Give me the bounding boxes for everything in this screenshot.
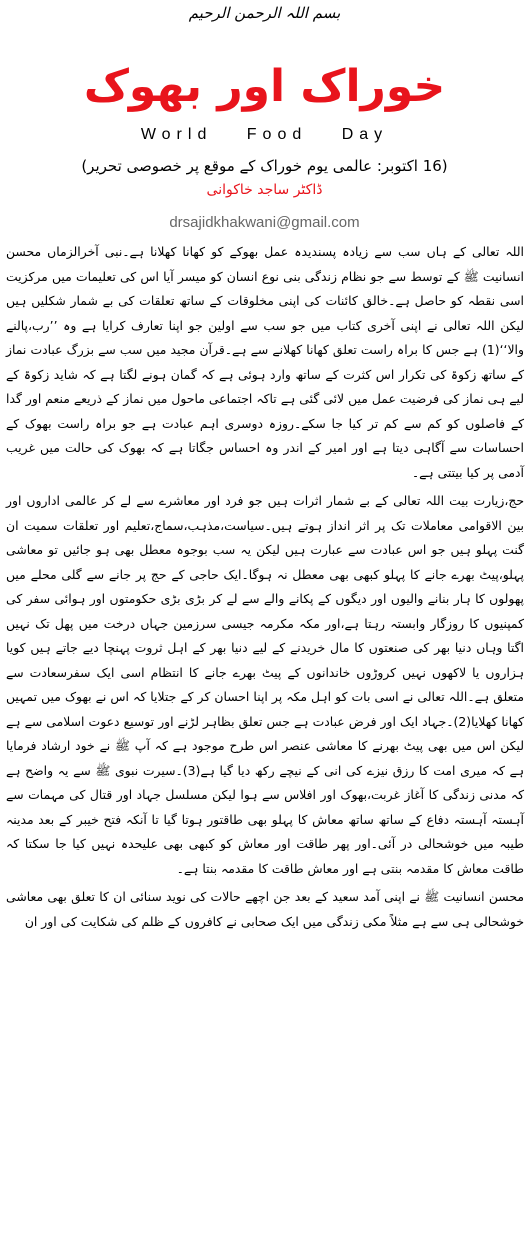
article-subtitle: (16 اکتوبر: عالمی یوم خوراک کے موقع پر خصوصی تحریر): [81, 157, 448, 175]
article-body: [6, 240, 524, 937]
bismillah-heading: بسم اللہ الرحمن الرحیم: [188, 4, 341, 22]
author-name: ڈاکٹر ساجد خاکوانی: [206, 182, 323, 198]
paragraph-2: حج،زیارت بیت اللہ تعالی کے بے شمار اثرات ہیں جو فرد اور معاشرے سے لے کر عالمی اداروں اور بین الاقوامی معاملات تک پر اثر انداز ہوتے ہیں۔سیاست،مذہب،سماج،تعلیم اور تعلقات سمیت ان گنت پہلو ہیں جو اس عبادت سے عبارت ہیں لیکن یہ سب بوجوہ معطل بھی ہو جائیں تو معاشی پہلو،پیٹ بھرے جانے کا پہلو کبھی بھی معطل نہ ہوگا۔ایک حاجی کے حج پر جانے سے گلی محلے میں پھولوں کا ہار بنانے والیوں اور دیگوں کے پکانے والے سے لے کر بڑی بڑی حکومتوں اور ہوائی سفر کی کمپنیوں کا روزگار وابستہ رہتا ہے،اور مکہ مکرمہ جیسی سرزمین جہاں درخت میں پھل تک نہیں اگتا وہاں دنیا بھر کی صنعتوں کا مال خریدنے کے لیے دنیا بھر کے اہل ثروت پہنچا دیے جاتے ہیں کویا ہزاروں یا لاکھوں نہیں کروڑوں خاندانوں کے پیٹ بھرے جانے کا انتظام اسی ایک سفرسعادت سے متعلق ہے۔اللہ تعالی نے اسی بات کو اہل مکہ پر اپنا احسان کر کے جتلایا کہ اس نے بھوک میں تمہیں کھانا کھلایا(2)۔جہاد ایک اور فرض عبادت ہے جس تعلق بظاہر لڑنے اور توسیع دعوت اسلامی سے ہے لیکن اس میں بھی پیٹ بھرنے کا معاشی عنصر اس طرح موجود ہے کہ آپ ﷺ نے خود ارشاد فرمایا ہے کہ میری امت کا رزق نیزے کی انی کے نیچے رکھ دیا گیا ہے(3)۔سیرت نبوی ﷺ سے یہ واضح ہے کہ مدنی زندگی کا آغاز غربت،بھوک اور افلاس سے ہوا لیکن مسلسل جہاد اور قتال کی مہمات سے آہستہ آہستہ دفاع کے ساتھ ساتھ معاش کا پہلو بھی طاقتور ہوتا گیا تا آنکہ فتح خیبر کے بعد مدینہ طیبہ میں خوشحالی در آئی۔اور پھر طاقت اور معاش کو کبھی بھی علیحدہ نہیں کیا جا سکتا کہ طاقت معاش کا مقدمہ بنتی ہے اور معاش طاقت کا مقدمہ بنتا ہے۔: [6, 493, 525, 876]
article-title: خوراک اور بھوک: [83, 61, 446, 112]
paragraph-3: محسن انسانیت ﷺ نے اپنی آمد سعید کے بعد جن اچھے حالات کی نوید سنائی ان کا تعلق بھی معاشی خوشحالی ہی سے ہے مثلاً مکی زندگی میں ایک صحابی نے کافروں کے ظلم کی شکایت کی اور ان: [6, 889, 524, 929]
author-email[interactable]: drsajidkhakwani@gmail.com: [169, 214, 360, 231]
paragraph-1: اللہ تعالی کے ہاں سب سے زیادہ پسندیدہ عمل بھوکے کو کھانا کھلانا ہے۔نبی آخرالزماں محسن انسانیت ﷺ کے توسط سے جو نظام زندگی بنی نوع انسان کو میسر آیا اس کی تعلیمات میں مرکزیت اسی نقطہ کو حاصل ہے۔خالق کائنات کی اپنی مخلوقات کے ساتھ تعلقات کی بے شمار شکلیں ہیں لیکن اللہ تعالی نے اپنی آخری کتاب میں جو سب سے اولین جو اپنا تعارف کرایا ہے وہ ’’رب،پالنے والا‘‘(1) ہے جس کا براہ راست تعلق کھانا کھلانے سے ہے۔قرآن مجید میں سب سے بزرگ عبادت نماز کے ساتھ زکوۃ کی تکرار اس کثرت کے ساتھ وارد ہوئی ہے کہ گمان ہونے لگتا ہے کہ شاید زکوۃ کے لیے ہی نماز کی فرضیت عمل میں لائی گئی ہے تاکہ اجتماعی ماحول میں نماز کے ذریعے منعم اور گدا کے فاصلوں کو کم سے کم تر کیا جا سکے۔روزہ دوسری اہم عبادت ہے جو براہ راست بھوک کے احساسات سے آگاہی دیتا ہے اور امیر کے اندر وہ احساس جگاتا ہے کہ بھوک کی حالت میں غریب آدمی پر کیا بیتتی ہے۔: [6, 244, 524, 480]
english-heading: World Food Day: [140, 126, 389, 143]
